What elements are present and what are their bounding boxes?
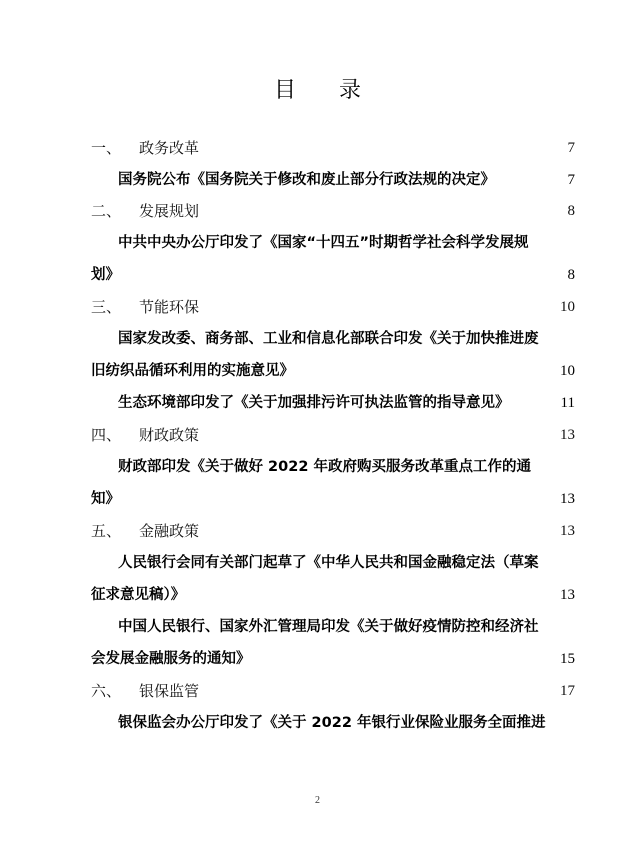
entry-text: 中国人民银行、国家外汇管理局印发《关于做好疫情防控和经济社 bbox=[118, 619, 539, 635]
section-number: 三、 bbox=[91, 298, 122, 316]
toc-entry-5-1-line-2[interactable] bbox=[91, 581, 575, 609]
entry-text: 知》 bbox=[91, 491, 120, 507]
entry-page-number: 8 bbox=[567, 267, 575, 283]
entry-page-number: 13 bbox=[560, 587, 575, 603]
section-title: 金融政策 bbox=[139, 522, 200, 540]
section-title: 发展规划 bbox=[139, 202, 200, 220]
toc-entry-4-1-line-2[interactable] bbox=[91, 485, 575, 513]
toc-entry-4-1-line-1[interactable] bbox=[118, 453, 575, 481]
toc-section-3[interactable] bbox=[91, 293, 575, 321]
toc-entry-6-1-line-1[interactable] bbox=[118, 709, 575, 737]
toc-section-5[interactable] bbox=[91, 517, 575, 545]
toc-entry-2-1-line-2[interactable] bbox=[91, 261, 575, 289]
entry-page-number: 10 bbox=[560, 363, 575, 379]
entry-text: 中共中央办公厅印发了《国家“十四五”时期哲学社会科学发展规 bbox=[118, 235, 529, 251]
toc-entry-1-1[interactable] bbox=[118, 166, 575, 194]
page-footer-number: 2 bbox=[315, 795, 320, 806]
toc-entry-3-2[interactable] bbox=[118, 389, 575, 417]
entry-page-number: 15 bbox=[560, 651, 575, 667]
section-title: 财政政策 bbox=[139, 426, 200, 444]
entry-text: 旧纺织品循环利用的实施意见》 bbox=[91, 363, 294, 379]
entry-text: 国家发改委、商务部、工业和信息化部联合印发《关于加快推进废 bbox=[118, 331, 539, 347]
toc-entry-2-1-line-1[interactable] bbox=[118, 229, 575, 257]
entry-text: 财政部印发《关于做好 2022 年政府购买服务改革重点工作的通 bbox=[118, 459, 531, 475]
entry-text: 人民银行会同有关部门起草了《中华人民共和国金融稳定法（草案 bbox=[118, 555, 539, 571]
section-number: 五、 bbox=[91, 522, 122, 540]
entry-text: 国务院公布《国务院关于修改和废止部分行政法规的决定》 bbox=[118, 172, 495, 188]
toc-entry-5-1-line-1[interactable] bbox=[118, 549, 575, 577]
toc-section-6[interactable] bbox=[91, 677, 575, 705]
section-page-number: 7 bbox=[567, 140, 575, 156]
section-page-number: 13 bbox=[560, 427, 575, 443]
toc-entry-5-2-line-2[interactable] bbox=[91, 645, 575, 673]
section-page-number: 8 bbox=[567, 203, 575, 219]
section-number: 一、 bbox=[91, 139, 122, 157]
entry-text: 划》 bbox=[91, 267, 120, 283]
section-page-number: 10 bbox=[560, 299, 575, 315]
toc-section-4[interactable] bbox=[91, 421, 575, 449]
toc-section-2[interactable] bbox=[91, 197, 575, 225]
entry-text: 会发展金融服务的通知》 bbox=[91, 651, 251, 667]
entry-text: 生态环境部印发了《关于加强排污许可执法监管的指导意见》 bbox=[118, 395, 510, 411]
section-title: 政务改革 bbox=[139, 139, 200, 157]
toc-entry-5-2-line-1[interactable] bbox=[118, 613, 575, 641]
entry-page-number: 7 bbox=[567, 172, 575, 188]
toc-section-1[interactable] bbox=[91, 134, 575, 162]
entry-page-number: 11 bbox=[560, 395, 575, 411]
section-title: 银保监管 bbox=[139, 682, 200, 700]
toc-title: 目 录 bbox=[274, 78, 379, 103]
section-page-number: 13 bbox=[560, 523, 575, 539]
section-number: 四、 bbox=[91, 426, 122, 444]
entry-text: 征求意见稿）》 bbox=[91, 587, 186, 603]
entry-page-number: 13 bbox=[560, 491, 575, 507]
section-title: 节能环保 bbox=[139, 298, 200, 316]
section-number: 六、 bbox=[91, 682, 122, 700]
section-page-number: 17 bbox=[560, 683, 575, 699]
toc-entry-3-1-line-2[interactable] bbox=[91, 357, 575, 385]
toc-entry-3-1-line-1[interactable] bbox=[118, 325, 575, 353]
entry-text: 银保监会办公厅印发了《关于 2022 年银行业保险业服务全面推进 bbox=[118, 715, 546, 731]
section-number: 二、 bbox=[91, 202, 122, 220]
